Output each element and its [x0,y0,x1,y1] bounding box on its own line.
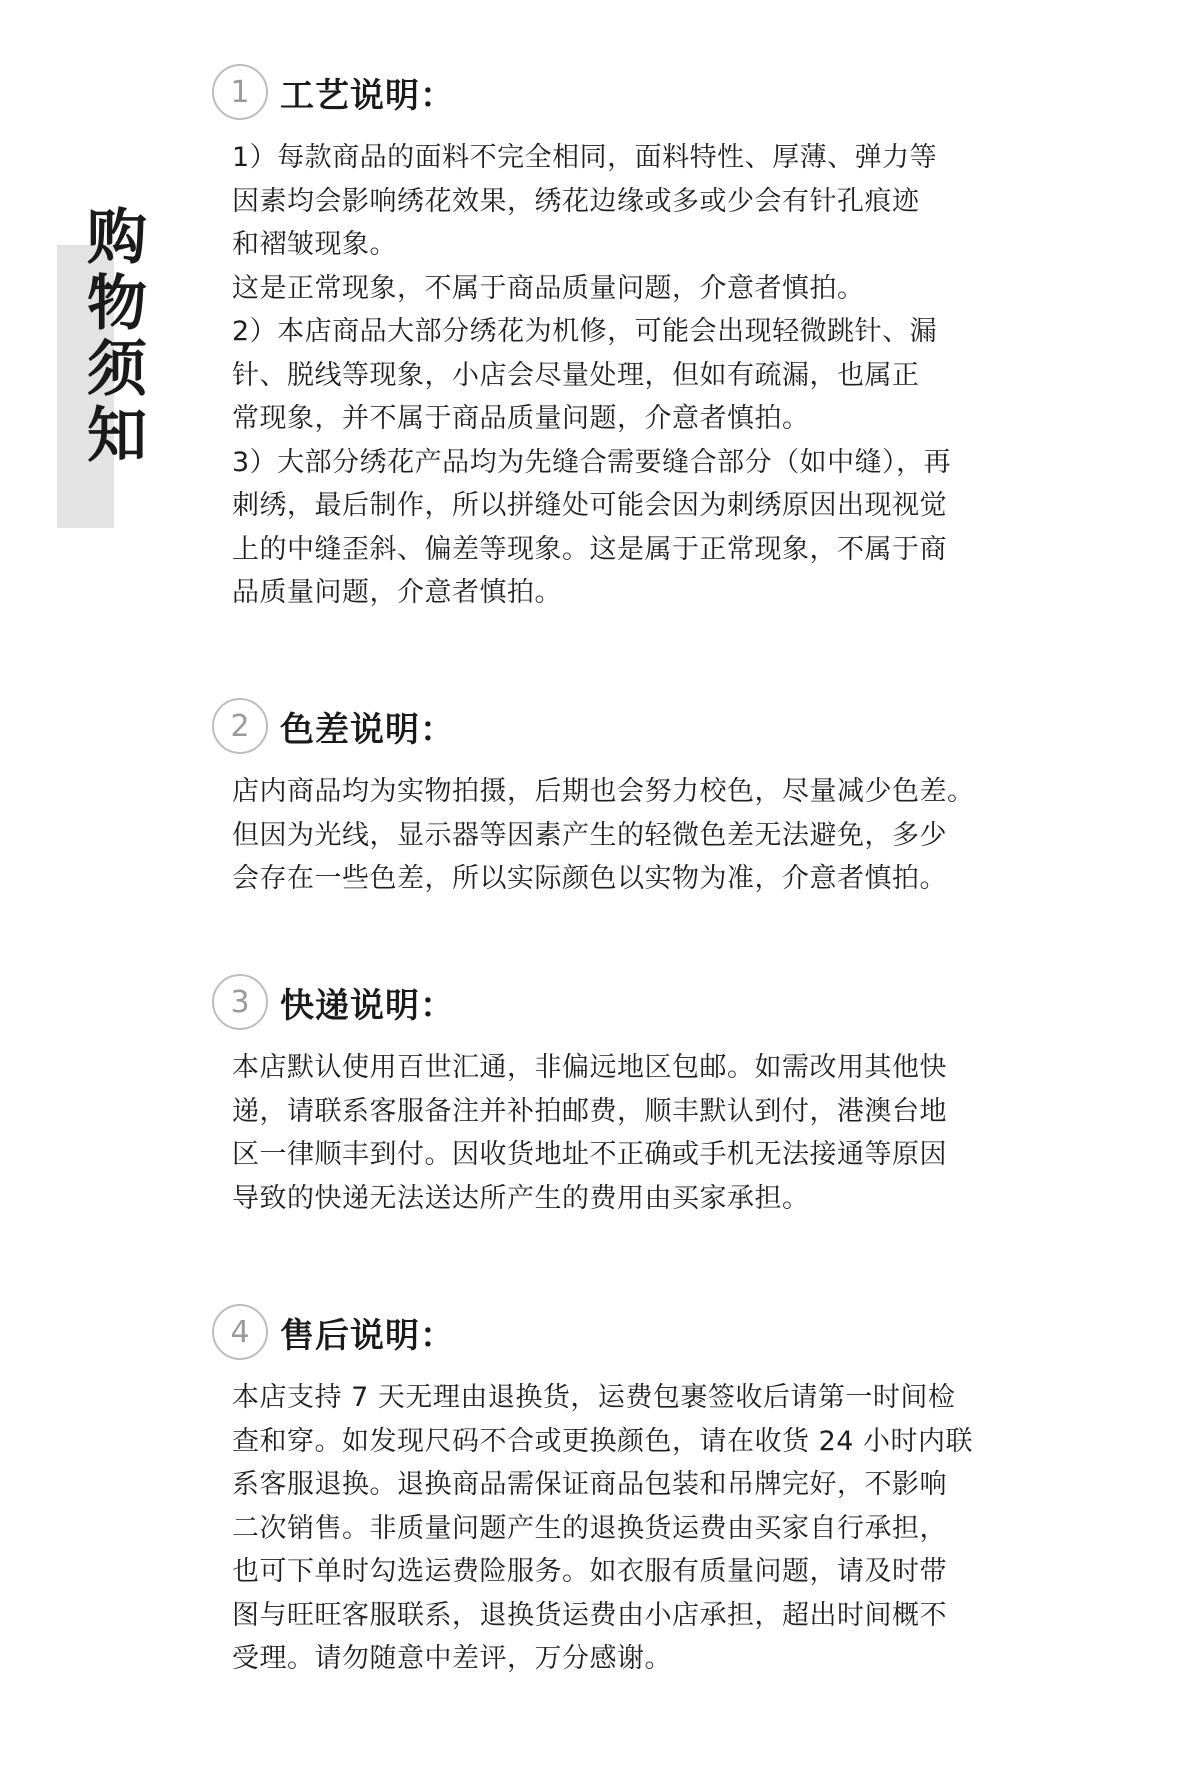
section-title: 工艺说明： [280,75,455,116]
body-line: 递，请联系客服备注并补拍邮费，顺丰默认到付，港澳台地 [232,1095,947,1127]
section-body [232,770,1112,901]
body-line: 区一律顺丰到付。因收货地址不正确或手机无法接通等原因 [232,1139,947,1170]
section-number-badge: 4 [212,1304,268,1360]
section-header [212,1302,1112,1362]
body-line: 本店默认使用百世汇通，非偏远地区包邮。如需改用其他快 [232,1052,947,1083]
body-line: 3）大部分绣花产品均为先缝合需要缝合部分（如中缝），再 [232,446,952,478]
section-header [212,972,1112,1032]
body-line: 刺绣，最后制作，所以拼缝处可能会因为刺绣原因出现视觉 [232,490,947,521]
side-title-char: 须 [87,335,147,405]
body-line: 本店支持 7 天无理由退换货，运费包裹签收后请第一时间检 [232,1382,956,1413]
section-number-badge: 3 [212,974,268,1030]
section-number-badge: 2 [212,698,268,754]
body-line: 查和穿。如发现尺码不合或更换颜色，请在收货 24 小时内联 [232,1425,974,1457]
section-color-difference [212,696,1112,901]
section-title: 售后说明： [280,1315,455,1356]
section-number-badge: 1 [212,64,268,120]
section-title: 色差说明： [280,709,455,750]
section-body [232,136,1112,615]
body-line: 导致的快递无法送达所产生的费用由买家承担。 [232,1182,810,1214]
body-line: 也可下单时勾选运费险服务。如衣服有质量问题，请及时带 [232,1556,947,1587]
body-line: 店内商品均为实物拍摄，后期也会努力校色，尽量减少色差。 [232,776,975,807]
body-line: 这是正常现象，不属于商品质量问题，介意者慎拍。 [232,272,865,304]
section-craft [212,62,1112,615]
body-line: 受理。请勿随意中差评，万分感谢。 [232,1643,672,1674]
section-header [212,696,1112,756]
body-line: 2）本店商品大部分绣花为机修，可能会出现轻微跳针、漏 [232,316,938,347]
side-title-char: 物 [87,269,147,339]
body-line: 品质量问题，介意者慎拍。 [232,577,562,608]
section-body [232,1046,1112,1220]
section-shipping [212,972,1112,1220]
section-after-sales [212,1302,1112,1681]
body-line: 和褶皱现象。 [232,229,397,260]
section-header [212,62,1112,122]
section-title: 快递说明： [280,985,455,1026]
body-line: 上的中缝歪斜、偏差等现象。这是属于正常现象，不属于商 [232,533,947,565]
side-title-char: 知 [87,401,147,471]
body-line: 图与旺旺客服联系，退换货运费由小店承担，超出时间概不 [232,1599,947,1631]
body-line: 常现象，并不属于商品质量问题，介意者慎拍。 [232,403,810,434]
side-title [82,205,152,469]
body-line: 因素均会影响绣花效果，绣花边缘或多或少会有针孔痕迹 [232,185,920,217]
body-line: 但因为光线，显示器等因素产生的轻微色差无法避免，多少 [232,819,947,851]
body-line: 会存在一些色差，所以实际颜色以实物为准，介意者慎拍。 [232,863,947,894]
body-line: 1）每款商品的面料不完全相同，面料特性、厚薄、弹力等 [232,142,938,173]
body-line: 系客服退换。退换商品需保证商品包装和吊牌完好，不影响 [232,1469,947,1500]
body-line: 针、脱线等现象，小店会尽量处理，但如有疏漏，也属正 [232,359,920,391]
side-title-char: 购 [87,203,147,273]
body-line: 二次销售。非质量问题产生的退换货运费由买家自行承担， [232,1512,947,1544]
section-body [232,1376,1112,1681]
